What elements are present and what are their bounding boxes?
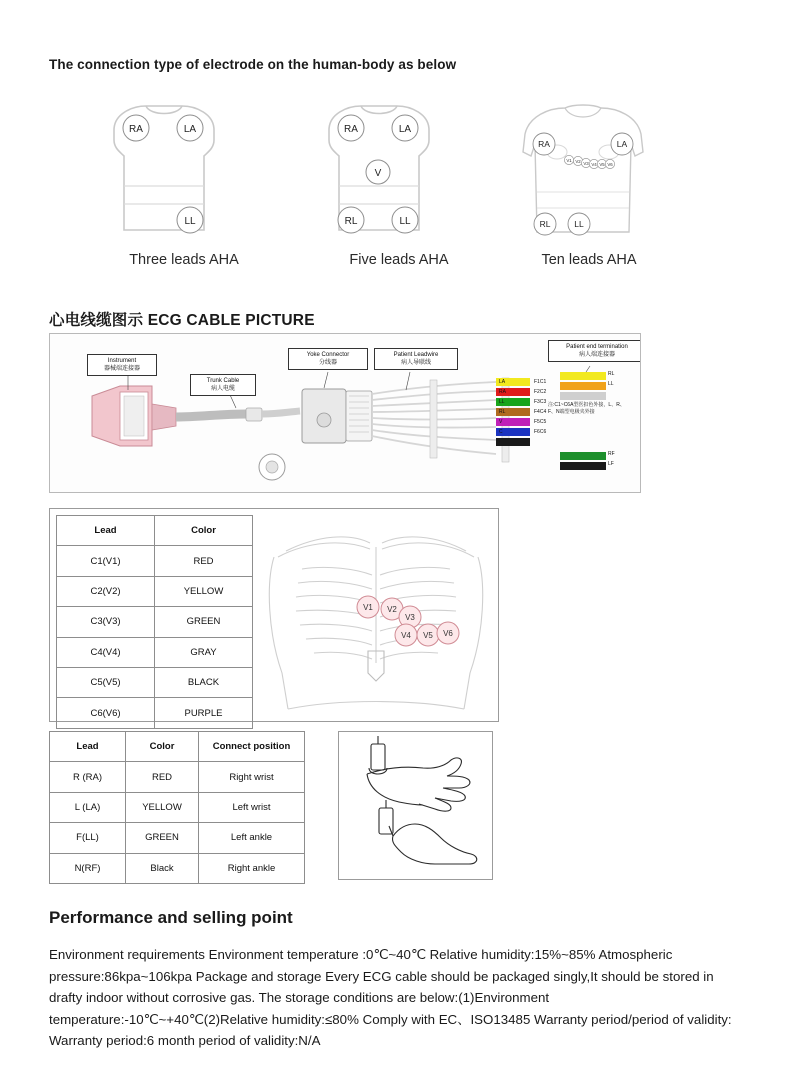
- chest-cell-color: RED: [155, 546, 253, 576]
- three-leads-torso-icon: [84, 100, 244, 245]
- leadwire-right-label-2: F2C2: [534, 389, 547, 395]
- electrode-label-ra: RA: [344, 124, 358, 135]
- patient-end-chips: [560, 372, 606, 470]
- chest-cell-lead: C2(V2): [57, 576, 155, 606]
- electrode-label-ra: RA: [538, 139, 550, 149]
- electrode-diagram-ten-leads: [489, 100, 689, 285]
- table-row: [57, 576, 253, 606]
- limb-cell-position: Right wrist: [199, 762, 305, 792]
- chest-cell-color: GREEN: [155, 607, 253, 637]
- diagram-caption-five-leads: Five leads AHA: [349, 252, 449, 268]
- electrode-label-rl: RL: [344, 216, 358, 227]
- svg-text:V1: V1: [363, 603, 373, 612]
- limb-cell-color: RED: [126, 762, 199, 792]
- ten-leads-torso-icon: [489, 100, 679, 245]
- electrode-diagram-row: [49, 100, 749, 285]
- table-row: [57, 607, 253, 637]
- leadwire-label-v: V: [499, 419, 503, 425]
- table-row: [50, 792, 305, 822]
- chest-leads-table: [56, 515, 253, 729]
- electrode-label-ll: LL: [574, 219, 584, 229]
- table-row: [57, 546, 253, 576]
- chest-lead-markers: [357, 596, 459, 646]
- svg-text:V5: V5: [599, 162, 605, 167]
- table-row: [50, 762, 305, 792]
- table-row: [57, 698, 253, 728]
- svg-text:V3: V3: [583, 161, 589, 166]
- leadwire-label-ll: LL: [499, 399, 505, 405]
- svg-text:V2: V2: [575, 159, 581, 164]
- end-label-rf: RF: [608, 451, 615, 457]
- leadwire-label-ra: RA: [499, 389, 506, 395]
- chest-cell-color: PURPLE: [155, 698, 253, 728]
- end-label-ll: LL: [608, 381, 614, 387]
- callout-patient-end-termination: Patient end termination 病人端连接器: [548, 340, 641, 362]
- electrode-diagram-three-leads: [84, 100, 284, 285]
- limb-cell-lead: R (RA): [50, 762, 126, 792]
- table-row: [50, 853, 305, 883]
- chest-cell-lead: C5(V5): [57, 667, 155, 697]
- limb-cell-position: Left wrist: [199, 792, 305, 822]
- leadwire-right-label-3: F3C3: [534, 399, 547, 405]
- leadwire-right-label-6: F6C6: [534, 429, 547, 435]
- leadwire-right-label-5: F5C5: [534, 419, 547, 425]
- svg-text:V4: V4: [591, 162, 597, 167]
- table-row: [50, 823, 305, 853]
- cable-note: 注:C1~C6A型医扣色外接，L、R、F、N端型电极夹外接: [548, 402, 625, 416]
- ribcage-diagram-icon: [258, 513, 494, 717]
- cable-picture-panel: [49, 333, 641, 493]
- limb-cell-position: Right ankle: [199, 853, 305, 883]
- table-row: [57, 637, 253, 667]
- five-leads-torso-icon: [299, 100, 459, 245]
- diagram-caption-ten-leads: Ten leads AHA: [541, 252, 637, 268]
- leadwire-label-c: C: [499, 429, 503, 435]
- chest-cell-color: GRAY: [155, 637, 253, 667]
- limb-cell-color: GREEN: [126, 823, 199, 853]
- electrode-label-v: V: [374, 168, 382, 179]
- table-header-row: [57, 516, 253, 546]
- callout-trunk-cable: Trunk Cable 病人电缆: [190, 374, 256, 396]
- end-label-rl: RL: [608, 371, 615, 377]
- limb-header-lead: Lead: [50, 732, 126, 762]
- electrode-label-la: LA: [398, 124, 412, 135]
- svg-text:V4: V4: [401, 631, 411, 640]
- svg-text:V2: V2: [387, 605, 397, 614]
- leadwire-right-label-1: F1C1: [534, 379, 547, 385]
- table-row: [57, 667, 253, 697]
- electrode-label-ll: LL: [184, 216, 196, 227]
- leadwire-right-label-4: F4C4: [534, 409, 547, 415]
- limb-header-position: Connect position: [199, 732, 305, 762]
- leadwire-label-la: LA: [499, 379, 506, 385]
- electrode-label-ll: LL: [399, 216, 411, 227]
- limb-cell-color: Black: [126, 853, 199, 883]
- electrode-label-la: LA: [616, 139, 628, 149]
- limb-cell-position: Left ankle: [199, 823, 305, 853]
- chest-cell-lead: C6(V6): [57, 698, 155, 728]
- chest-cell-lead: C3(V3): [57, 607, 155, 637]
- page-title: The connection type of electrode on the human-body as below: [49, 57, 457, 72]
- electrode-label-rl: RL: [539, 219, 551, 229]
- diagram-caption-three-leads: Three leads AHA: [129, 252, 239, 268]
- limb-cell-lead: F(LL): [50, 823, 126, 853]
- svg-text:V6: V6: [443, 629, 453, 638]
- limb-leads-section: [49, 731, 491, 878]
- chest-header-color: Color: [155, 516, 253, 546]
- svg-text:V3: V3: [405, 613, 415, 622]
- leadwire-label-rl: RL: [499, 409, 506, 415]
- performance-body: Environment requirements Environment temperature :0℃~40℃ Relative humidity:15%~85% Atmospheric pressure:86kpa~106kpa Package and storage Every ECG cable should be packaged singly,It should be stored in drafty indoor without corrosive gas. The storage conditions are below:(1)Environment temperature:-10℃~+40℃(2)Relative humidity:≤80% Comply with EC、ISO13485 Warranty period/period of validity: Warranty period:6 month period of validity:N/A: [49, 947, 732, 1049]
- callout-instrument: Instrument 器械端连接器: [87, 354, 157, 376]
- chest-cell-color: YELLOW: [155, 576, 253, 606]
- chest-cell-color: BLACK: [155, 667, 253, 697]
- limb-cell-color: YELLOW: [126, 792, 199, 822]
- limb-cell-lead: L (LA): [50, 792, 126, 822]
- end-label-lf: LF: [608, 461, 614, 467]
- chest-leads-section: [49, 508, 499, 722]
- electrode-label-la: LA: [183, 124, 197, 135]
- hand-foot-electrode-icon: [339, 732, 490, 877]
- callout-patient-leadwire: Patient Leadwire 病人导联线: [374, 348, 458, 370]
- svg-text:V5: V5: [423, 631, 433, 640]
- electrode-diagram-five-leads: [299, 100, 499, 285]
- chest-cell-lead: C4(V4): [57, 637, 155, 667]
- limb-cell-lead: N(RF): [50, 853, 126, 883]
- electrode-label-ra: RA: [129, 124, 143, 135]
- limb-leads-table: [49, 731, 305, 884]
- svg-text:V1: V1: [566, 158, 572, 163]
- limb-header-color: Color: [126, 732, 199, 762]
- callout-yoke-connector: Yoke Connector 分线器: [288, 348, 368, 370]
- table-header-row: [50, 732, 305, 762]
- cable-picture-title: 心电线缆图示 ECG CABLE PICTURE: [49, 312, 315, 329]
- limb-placement-picture: [338, 731, 493, 880]
- chest-header-lead: Lead: [57, 516, 155, 546]
- chest-cell-lead: C1(V1): [57, 546, 155, 576]
- performance-heading: Performance and selling point: [49, 908, 293, 927]
- svg-text:V6: V6: [607, 162, 613, 167]
